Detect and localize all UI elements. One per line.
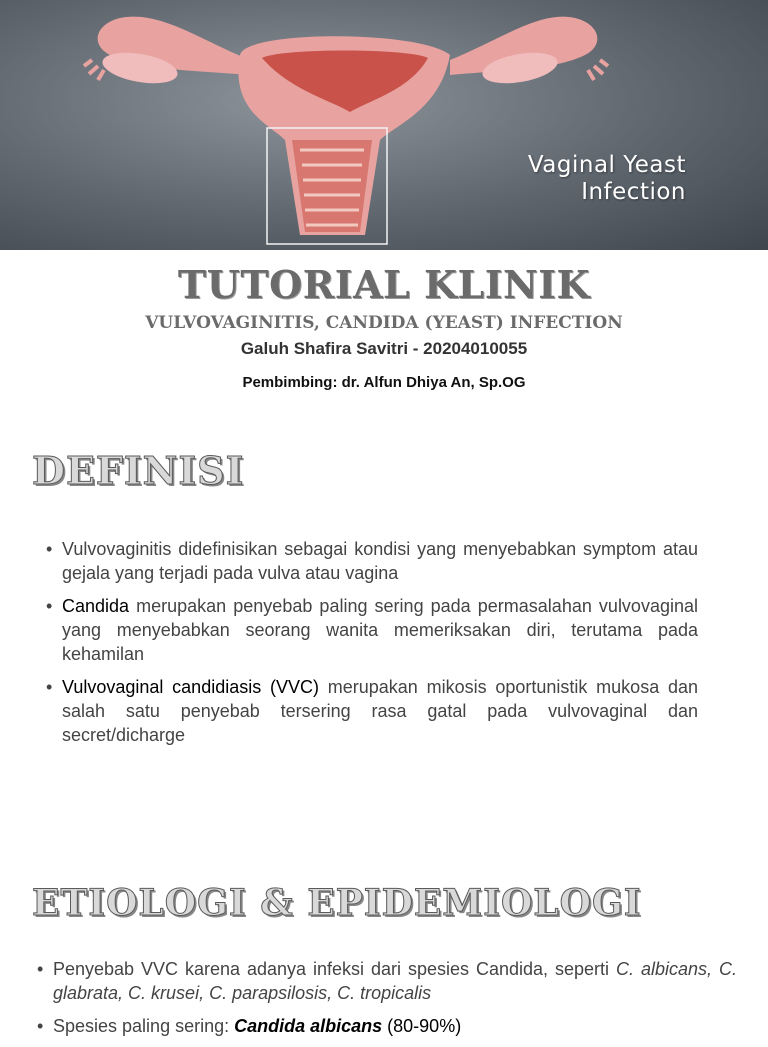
list-item-text: Spesies paling sering: bbox=[53, 1016, 235, 1036]
supervisor-line bbox=[0, 373, 768, 393]
supervisor-label: Pembimbing: bbox=[242, 374, 342, 391]
banner-image bbox=[0, 0, 768, 250]
list-item-species: C. albicans, C. glabrata, C. krusei, C. parapsilosis, C. tropicalis bbox=[53, 959, 738, 1003]
author-line: Galuh Shafira Savitri - 20204010055 bbox=[240, 339, 528, 358]
list-item bbox=[37, 1014, 737, 1038]
title-block bbox=[0, 262, 768, 393]
list-item bbox=[46, 537, 698, 585]
supervisor-name: dr. Alfun Dhiya An, Sp.OG bbox=[341, 374, 526, 391]
banner-title bbox=[386, 152, 686, 206]
list-item-species: Candida albicans bbox=[234, 1016, 383, 1036]
banner-title-line1: Vaginal Yeast bbox=[527, 152, 686, 178]
page-subtitle: VULVOVAGINITIS, CANDIDA (YEAST) INFECTION bbox=[145, 313, 623, 333]
section-heading-etiologi: ETIOLOGI & EPIDEMIOLOGI bbox=[32, 882, 642, 924]
list-item-text: Vulvovaginitis didefinisikan sebagai kondisi yang menyebabkan symptom atau gejala yang terjadi pada vulva atau vagina bbox=[62, 539, 698, 583]
etiologi-list bbox=[37, 957, 737, 1047]
page-title: TUTORIAL KLINIK bbox=[177, 262, 591, 307]
section-heading-definisi: DEFINISI bbox=[32, 448, 245, 493]
list-item-text: Penyebab VVC karena adanya infeksi dari spesies Candida, seperti bbox=[53, 959, 617, 979]
list-item-suffix: (80-90%) bbox=[382, 1016, 462, 1036]
list-item bbox=[46, 675, 698, 747]
list-item bbox=[37, 957, 737, 1005]
list-item-term: Vulvovaginal candidiasis (VVC) bbox=[62, 677, 319, 697]
banner-title-line2: Infection bbox=[581, 179, 686, 205]
definisi-list bbox=[46, 537, 698, 756]
uterus-illustration bbox=[0, 0, 768, 250]
list-item bbox=[46, 594, 698, 666]
list-item-text: merupakan mikosis oportunistik mukosa dan salah satu penyebab tersering rasa gatal pada vulvovaginal dan secret/dicharge bbox=[62, 677, 699, 745]
list-item-text: merupakan penyebab paling sering pada permasalahan vulvovaginal yang menyebabkan seorang wanita memeriksakan diri, terutama pada kehamilan bbox=[62, 596, 698, 664]
list-item-term: Candida bbox=[62, 596, 130, 616]
